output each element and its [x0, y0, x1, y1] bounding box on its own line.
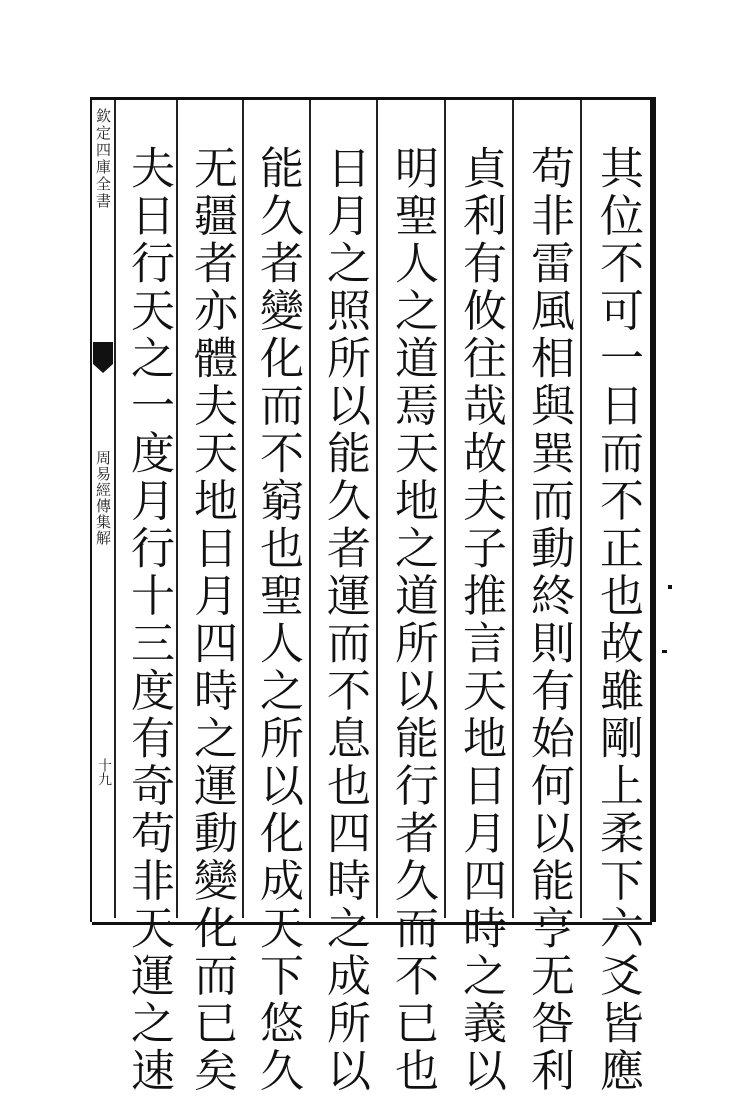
margin-page-number: 十九 [96, 758, 112, 786]
column-rule [580, 100, 582, 918]
fish-tail-mark [93, 342, 113, 364]
text-column-4 [381, 145, 443, 1095]
frame-right-border [650, 97, 656, 922]
text-column-3 [449, 145, 511, 1095]
column-text: 苟非雷風相與巽而動終則有始何以能亨无咎利 [523, 145, 574, 1095]
column-text: 夫日行天之一度月行十三度有奇苟非天運之速 [123, 145, 174, 1095]
column-text: 无疆者亦體夫天地日月四時之運動變化而已矣 [186, 145, 237, 1095]
column-rule [242, 100, 244, 918]
margin-column [92, 100, 114, 918]
column-text: 明聖人之道焉天地之道所以能行者久而不已也 [387, 145, 438, 1095]
column-rule [512, 100, 514, 918]
column-text: 能久者變化而不窮也聖人之所以化成天下悠久 [252, 145, 303, 1095]
column-rule [114, 100, 116, 918]
text-column-5 [313, 145, 375, 1095]
column-rule [376, 100, 378, 918]
text-column-7 [180, 145, 242, 1095]
margin-book-title: 周易經傳集解 [94, 450, 112, 546]
scan-speck [668, 585, 672, 589]
text-column-1 [586, 145, 648, 1095]
text-column-2 [517, 145, 579, 1095]
text-column-8 [117, 145, 179, 1095]
column-text: 其位不可一日而不正也故雖剛上柔下六爻皆應 [592, 145, 643, 1095]
column-rule [444, 100, 446, 918]
column-rule [309, 100, 311, 918]
scan-speck [662, 650, 667, 653]
margin-header-text: 欽定四庫全書 [94, 108, 112, 210]
text-column-6 [246, 145, 308, 1095]
column-text: 日月之照所以能久者運而不息也四時之成所以 [319, 145, 370, 1095]
column-text: 貞利有攸往哉故夫子推言天地日月四時之義以 [455, 145, 506, 1095]
